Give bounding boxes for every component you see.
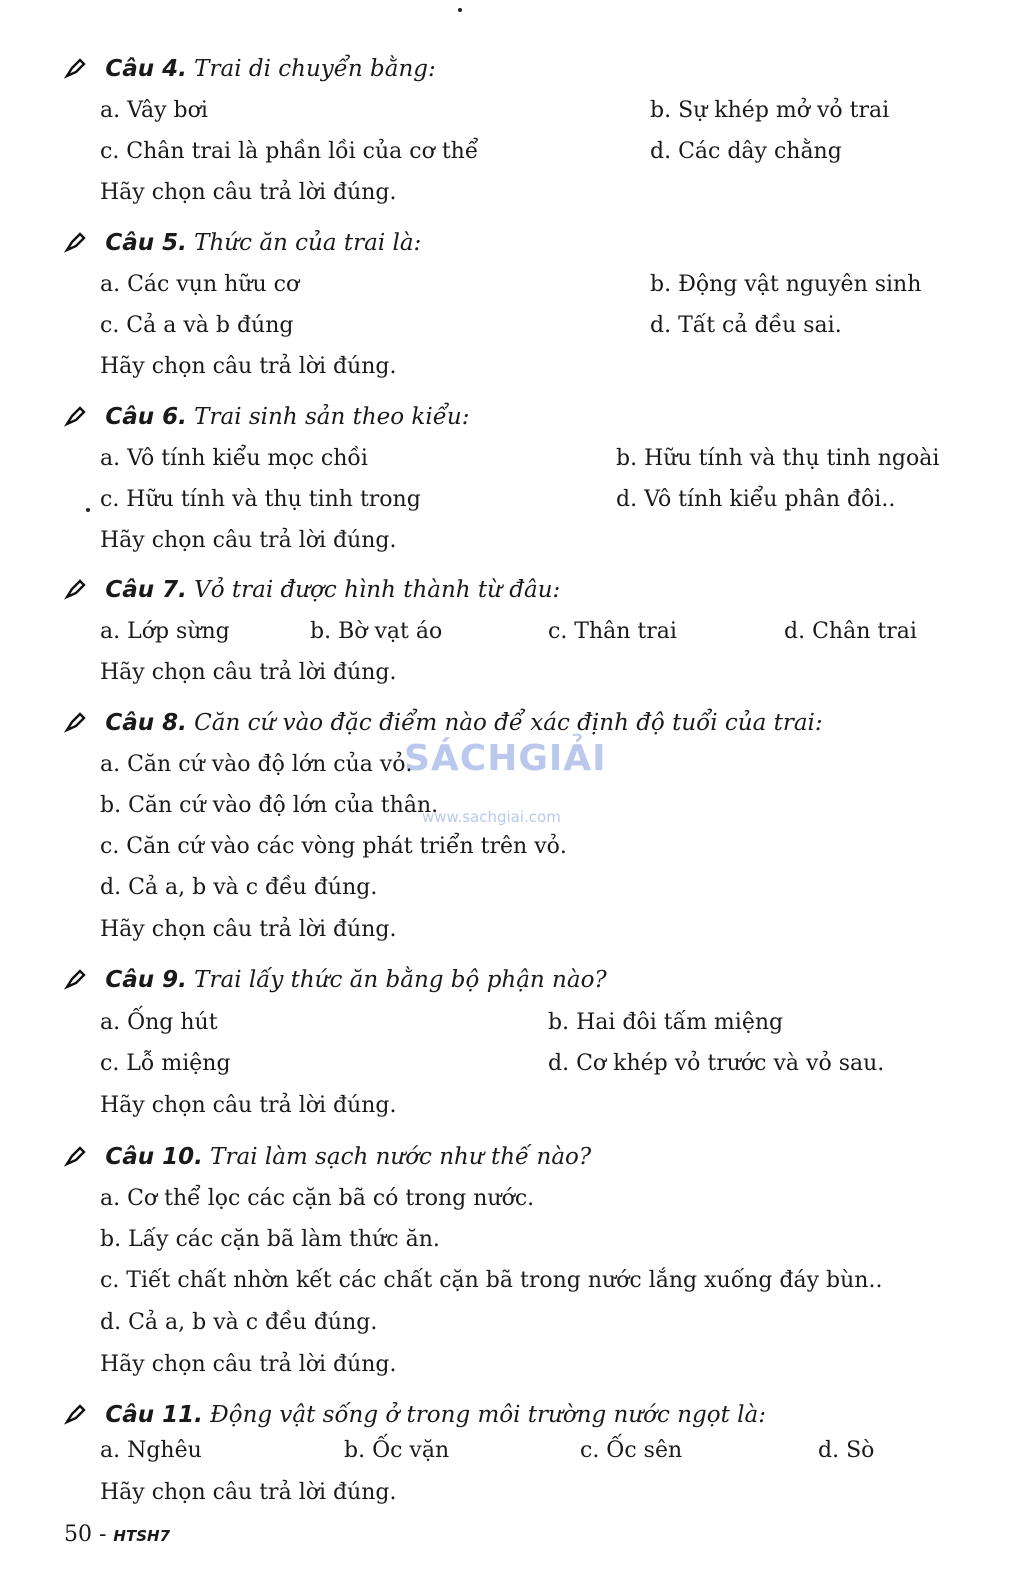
- answer-prompt: Hãy chọn câu trả lời đúng.: [100, 528, 397, 553]
- option-c: c. Căn cứ vào các vòng phát triển trên vỏ.: [100, 834, 567, 859]
- print-speck: [458, 8, 462, 12]
- option-b: b. Ốc vặn: [344, 1438, 450, 1463]
- print-speck: [86, 508, 90, 512]
- option-c: c. Ốc sên: [580, 1438, 683, 1463]
- question-text: Trai sinh sản theo kiểu:: [194, 404, 470, 430]
- option-b: b. Sự khép mở vỏ trai: [650, 98, 890, 123]
- option-c: c. Cả a và b đúng: [100, 313, 294, 338]
- option-a: a. Các vụn hữu cơ: [100, 272, 300, 297]
- watermark-logo: SÁCHGIẢI: [404, 738, 607, 779]
- question-label: Câu 7.: [105, 577, 187, 603]
- question-8: [64, 709, 823, 737]
- question-label: Câu 9.: [105, 967, 187, 993]
- question-label: Câu 4.: [105, 56, 187, 82]
- answer-prompt: Hãy chọn câu trả lời đúng.: [100, 917, 397, 942]
- pencil-hand-icon: [64, 577, 88, 601]
- option-d: d. Vô tính kiểu phân đôi..: [616, 487, 896, 512]
- question-4: [64, 55, 436, 83]
- option-b: b. Căn cứ vào độ lớn của thân.: [100, 793, 439, 818]
- question-6: [64, 403, 469, 431]
- option-a: a. Lớp sừng: [100, 619, 230, 644]
- answer-prompt: Hãy chọn câu trả lời đúng.: [100, 354, 397, 379]
- pencil-hand-icon: [64, 404, 88, 428]
- option-d: d. Các dây chằng: [650, 139, 842, 164]
- question-11: [64, 1401, 766, 1429]
- option-a: a. Vây bơi: [100, 98, 208, 123]
- question-text: Động vật sống ở trong môi trường nước ngọt là:: [210, 1402, 766, 1428]
- option-d: d. Chân trai: [784, 619, 917, 644]
- question-label: Câu 11.: [105, 1402, 203, 1428]
- book-code: HTSH7: [113, 1527, 171, 1545]
- pencil-hand-icon: [64, 1144, 88, 1168]
- question-label: Câu 6.: [105, 404, 187, 430]
- option-a: a. Nghêu: [100, 1438, 202, 1463]
- option-a: a. Cơ thể lọc các cặn bã có trong nước.: [100, 1186, 535, 1211]
- question-9: [64, 966, 607, 994]
- question-10: [64, 1143, 591, 1171]
- pencil-hand-icon: [64, 967, 88, 991]
- question-label: Câu 8.: [105, 710, 187, 736]
- answer-prompt: Hãy chọn câu trả lời đúng.: [100, 180, 397, 205]
- option-c: c. Chân trai là phần lồi của cơ thể: [100, 139, 479, 164]
- option-b: b. Bờ vạt áo: [310, 619, 443, 644]
- option-b: b. Động vật nguyên sinh: [650, 272, 922, 297]
- option-d: d. Cơ khép vỏ trước và vỏ sau.: [548, 1051, 885, 1076]
- option-a: a. Vô tính kiểu mọc chồi: [100, 446, 368, 471]
- question-text: Trai làm sạch nước như thế nào?: [210, 1144, 592, 1170]
- question-label: Câu 10.: [105, 1144, 203, 1170]
- question-text: Vỏ trai được hình thành từ đâu:: [194, 577, 561, 603]
- question-text: Trai di chuyển bằng:: [194, 56, 436, 82]
- option-c: c. Tiết chất nhờn kết các chất cặn bã trong nước lắng xuống đáy bùn..: [100, 1268, 883, 1293]
- option-a: a. Ống hút: [100, 1010, 218, 1035]
- option-d: d. Sò: [818, 1438, 875, 1463]
- answer-prompt: Hãy chọn câu trả lời đúng.: [100, 1352, 397, 1377]
- option-c: c. Hữu tính và thụ tinh trong: [100, 487, 421, 512]
- pencil-hand-icon: [64, 710, 88, 734]
- option-b: b. Hữu tính và thụ tinh ngoài: [616, 446, 940, 471]
- question-text: Thức ăn của trai là:: [194, 230, 422, 256]
- question-text: Trai lấy thức ăn bằng bộ phận nào?: [194, 967, 607, 993]
- pencil-hand-icon: [64, 56, 88, 80]
- option-b: b. Hai đôi tấm miệng: [548, 1010, 784, 1035]
- option-b: b. Lấy các cặn bã làm thức ăn.: [100, 1227, 440, 1252]
- option-d: d. Cả a, b và c đều đúng.: [100, 875, 378, 900]
- question-label: Câu 5.: [105, 230, 187, 256]
- option-c: c. Thân trai: [548, 619, 677, 644]
- option-d: d. Cả a, b và c đều đúng.: [100, 1310, 378, 1335]
- question-5: [64, 229, 421, 257]
- watermark-url: www.sachgiai.com: [422, 808, 561, 826]
- answer-prompt: Hãy chọn câu trả lời đúng.: [100, 1093, 397, 1118]
- option-d: d. Tất cả đều sai.: [650, 313, 842, 338]
- answer-prompt: Hãy chọn câu trả lời đúng.: [100, 1480, 397, 1505]
- page-number: 50 -: [64, 1522, 107, 1547]
- page-footer: [64, 1522, 170, 1547]
- pencil-hand-icon: [64, 230, 88, 254]
- answer-prompt: Hãy chọn câu trả lời đúng.: [100, 660, 397, 685]
- pencil-hand-icon: [64, 1402, 88, 1426]
- option-c: c. Lỗ miệng: [100, 1051, 231, 1076]
- question-7: [64, 576, 560, 604]
- question-text: Căn cứ vào đặc điểm nào để xác định độ tuổi của trai:: [194, 710, 823, 736]
- option-a: a. Căn cứ vào độ lớn của vỏ.: [100, 752, 413, 777]
